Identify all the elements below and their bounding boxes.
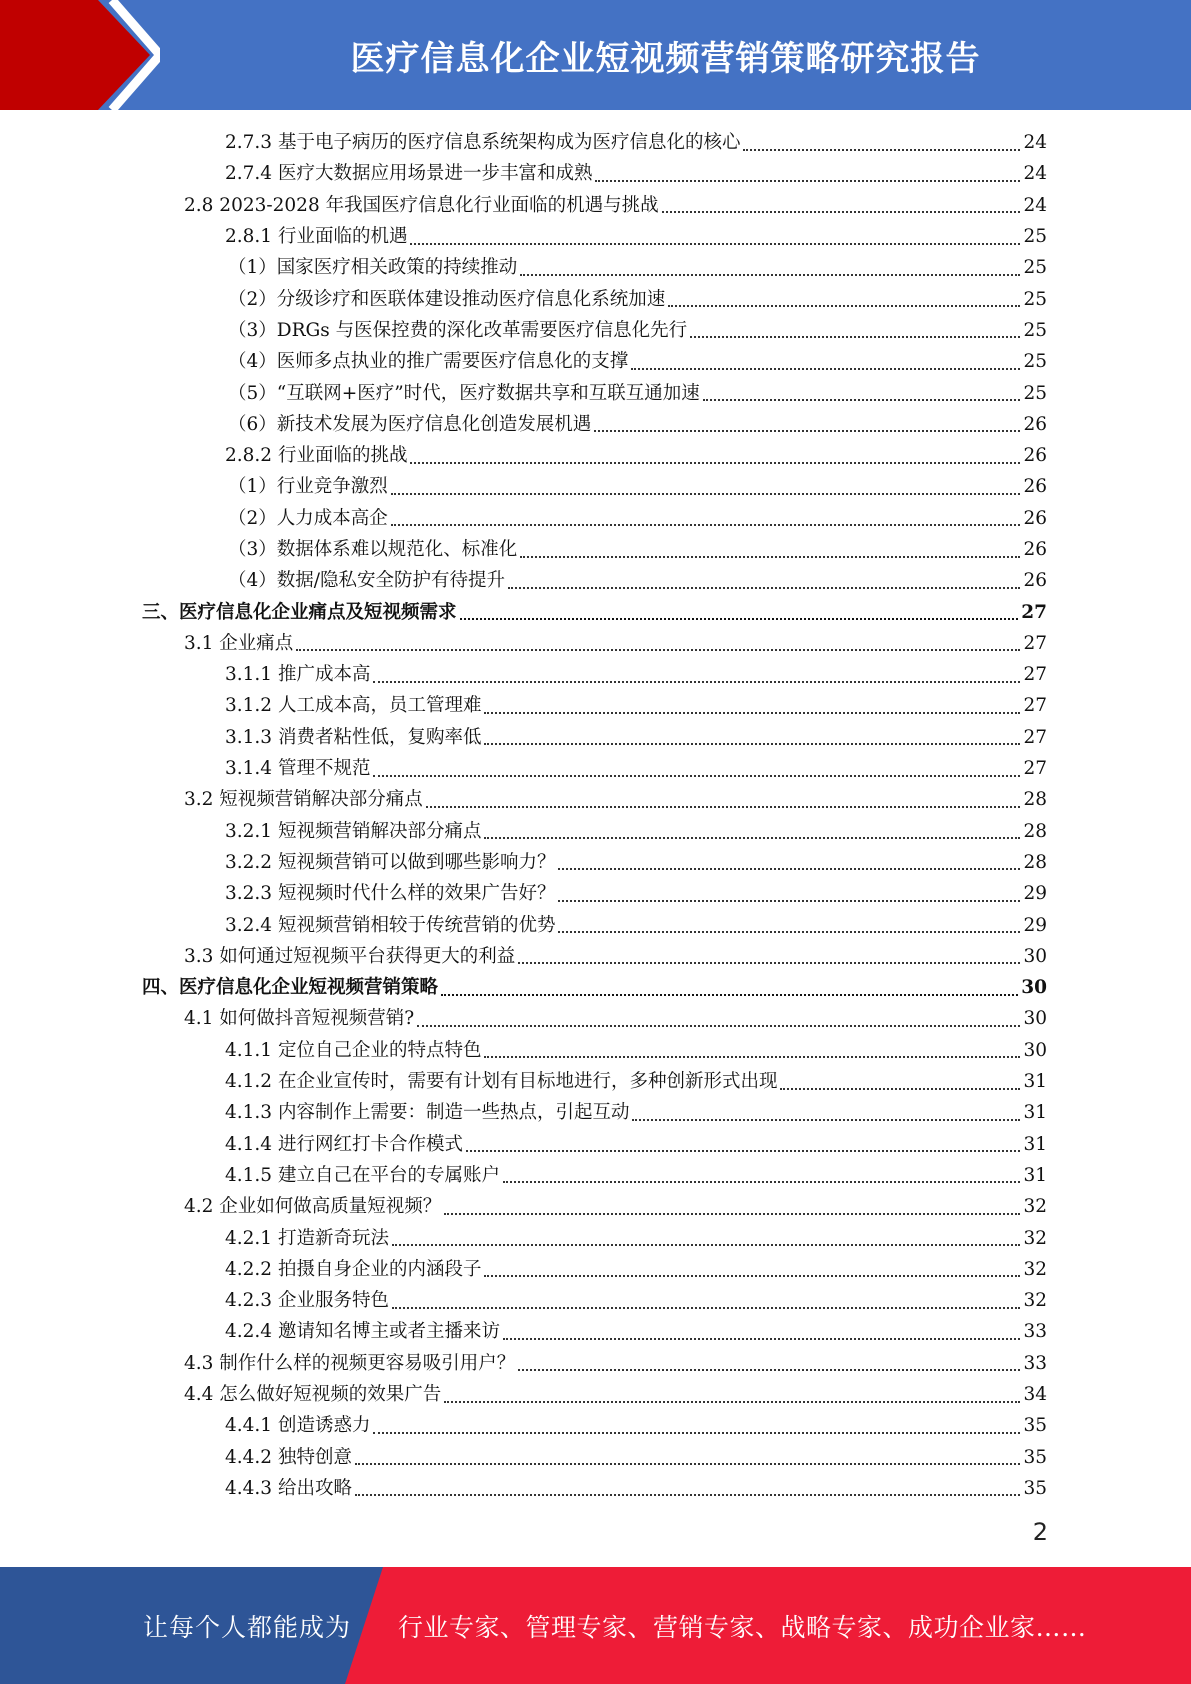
toc-entry[interactable]	[0, 221, 1191, 252]
toc-entry-label: 2.7.4 医疗大数据应用场景进一步丰富和成熟	[225, 163, 593, 185]
toc-entry-label: 3.1.1 推广成本高	[225, 664, 371, 686]
toc-entry[interactable]	[0, 1160, 1191, 1191]
toc-entry[interactable]	[0, 784, 1191, 815]
toc-entry[interactable]	[0, 346, 1191, 377]
toc-entry[interactable]	[0, 1222, 1191, 1253]
toc-dot-leader	[391, 493, 1021, 495]
toc-entry-label: （4）医师多点执业的推广需要医疗信息化的支撑	[228, 351, 629, 373]
toc-entry-page: 25	[1023, 351, 1047, 373]
toc-dot-leader	[703, 399, 1021, 401]
report-title: 医疗信息化企业短视频营销策略研究报告	[350, 38, 981, 79]
toc-dot-leader	[520, 274, 1020, 276]
toc-dot-leader	[460, 618, 1019, 620]
toc-entry-page: 32	[1023, 1196, 1047, 1218]
toc-entry[interactable]	[0, 1473, 1191, 1504]
toc-entry-page: 30	[1021, 977, 1047, 999]
toc-entry-label: 3.1.4 管理不规范	[225, 758, 371, 780]
toc-entry[interactable]	[0, 409, 1191, 440]
toc-dot-leader	[373, 681, 1020, 683]
toc-dot-leader	[520, 556, 1020, 558]
toc-dot-leader	[595, 180, 1020, 182]
toc-entry-page: 26	[1023, 507, 1047, 529]
page-number: 2	[1032, 1518, 1048, 1546]
toc-entry-page: 26	[1023, 539, 1047, 560]
table-of-contents	[0, 127, 1191, 1504]
toc-entry[interactable]	[0, 1348, 1191, 1379]
toc-entry-page: 25	[1023, 382, 1047, 404]
toc-entry-label: 2.8 2023-2028 年我国医疗信息化行业面临的机遇与挑战	[184, 194, 659, 216]
toc-entry-page: 31	[1023, 1071, 1047, 1093]
toc-entry[interactable]	[0, 659, 1191, 690]
toc-entry-page: 24	[1023, 132, 1047, 154]
toc-entry-label: 2.8.1 行业面临的机遇	[225, 226, 408, 248]
toc-entry-page: 30	[1023, 945, 1047, 967]
toc-entry-page: 34	[1023, 1384, 1047, 1406]
toc-entry[interactable]	[0, 503, 1191, 534]
toc-entry-label: 4.2.3 企业服务特色	[225, 1290, 389, 1312]
toc-dot-leader	[503, 1181, 1020, 1183]
toc-entry-page: 31	[1023, 1164, 1047, 1186]
toc-dot-leader	[508, 587, 1020, 589]
page-footer	[0, 1567, 1191, 1684]
toc-entry-label: 4.1.2 在企业宣传时，需要有计划有目标地进行，多种创新形式出现	[225, 1071, 778, 1093]
toc-entry-page: 35	[1023, 1446, 1047, 1468]
toc-entry-page: 26	[1023, 570, 1047, 592]
toc-entry-label: 2.8.2 行业面临的挑战	[225, 445, 408, 467]
toc-entry-page: 27	[1023, 758, 1047, 780]
toc-entry[interactable]	[0, 1379, 1191, 1410]
toc-entry-label: （2）分级诊疗和医联体建设推动医疗信息化系统加速	[228, 288, 666, 310]
toc-entry[interactable]	[0, 534, 1191, 565]
toc-entry-page: 27	[1023, 632, 1047, 654]
toc-dot-leader	[373, 775, 1020, 777]
toc-entry-label: （6）新技术发展为医疗信息化创造发展机遇	[228, 413, 592, 435]
toc-entry-page: 33	[1023, 1321, 1047, 1343]
toc-entry-label: 4.2.4 邀请知名博主或者主播来访	[225, 1321, 500, 1343]
toc-entry[interactable]	[0, 909, 1191, 940]
toc-entry-label: 4.3 制作什么样的视频更容易吸引用户？	[184, 1352, 516, 1374]
toc-entry-page: 29	[1023, 914, 1047, 936]
toc-entry[interactable]	[0, 1316, 1191, 1347]
toc-entry-label: 4.4.1 创造诱惑力	[225, 1415, 371, 1437]
toc-entry-label: 3.1.3 消费者粘性低，复购率低	[225, 726, 482, 748]
toc-entry-page: 24	[1023, 163, 1047, 185]
toc-entry[interactable]	[0, 1097, 1191, 1128]
toc-dot-leader	[668, 305, 1020, 307]
toc-entry[interactable]	[0, 1441, 1191, 1472]
toc-dot-leader	[391, 524, 1021, 526]
toc-entry-label: 3.1.2 人工成本高，员工管理难	[225, 695, 482, 717]
toc-entry[interactable]	[0, 628, 1191, 659]
toc-dot-leader	[466, 1150, 1020, 1152]
toc-entry-page: 27	[1023, 695, 1047, 717]
toc-entry-page: 33	[1023, 1352, 1047, 1374]
toc-dot-leader	[426, 806, 1021, 808]
toc-entry[interactable]	[0, 878, 1191, 909]
toc-dot-leader	[441, 994, 1018, 996]
toc-entry[interactable]	[0, 471, 1191, 502]
toc-dot-leader	[690, 336, 1020, 338]
toc-entry-label: 4.1.1 定位自己企业的特点特色	[225, 1039, 482, 1061]
toc-entry-label: （1）行业竞争激烈	[228, 476, 388, 498]
toc-entry[interactable]	[0, 1285, 1191, 1316]
toc-entry-label: （2）人力成本高企	[228, 507, 388, 529]
toc-entry-label: 3.1 企业痛点	[184, 632, 294, 654]
toc-dot-leader	[484, 1056, 1020, 1058]
toc-entry-page: 27	[1021, 601, 1047, 623]
toc-entry[interactable]	[0, 816, 1191, 847]
toc-dot-leader	[558, 931, 1020, 933]
toc-entry[interactable]	[0, 252, 1191, 283]
toc-dot-leader	[518, 1369, 1020, 1371]
toc-dot-leader	[444, 1213, 1020, 1215]
toc-dot-leader	[410, 462, 1020, 464]
toc-entry-page: 25	[1023, 319, 1047, 341]
toc-dot-leader	[444, 1401, 1020, 1403]
page-header	[0, 0, 1191, 110]
toc-dot-leader	[355, 1463, 1021, 1465]
toc-entry-label: 3.2 短视频营销解决部分痛点	[184, 789, 423, 811]
header-chevron-decoration	[0, 0, 160, 110]
toc-entry-label: 4.2.1 打造新奇玩法	[225, 1227, 389, 1249]
toc-dot-leader	[392, 1307, 1020, 1309]
toc-entry[interactable]	[0, 941, 1191, 972]
toc-entry-page: 32	[1023, 1290, 1047, 1312]
toc-entry-page: 32	[1023, 1227, 1047, 1249]
toc-entry-label: 4.1.3 内容制作上需要：制造一些热点，引起互动	[225, 1102, 630, 1124]
toc-entry-page: 29	[1023, 883, 1047, 905]
toc-dot-leader	[662, 211, 1021, 213]
toc-entry-label: 4.1.4 进行网红打卡合作模式	[225, 1133, 463, 1155]
toc-entry-page: 26	[1023, 413, 1047, 435]
toc-entry-label: （3）DRGs 与医保控费的深化改革需要医疗信息化先行	[228, 319, 688, 341]
toc-entry[interactable]	[0, 596, 1191, 627]
toc-entry-page: 25	[1023, 288, 1047, 310]
toc-dot-leader	[373, 1432, 1020, 1434]
toc-entry-page: 28	[1023, 789, 1047, 811]
toc-entry[interactable]	[0, 1410, 1191, 1441]
toc-entry[interactable]	[0, 1003, 1191, 1034]
toc-dot-leader	[518, 962, 1020, 964]
toc-dot-leader	[355, 1494, 1021, 1496]
toc-entry[interactable]	[0, 1254, 1191, 1285]
toc-entry[interactable]	[0, 283, 1191, 314]
toc-entry-page: 31	[1023, 1133, 1047, 1155]
footer-slogan-right: 行业专家、管理专家、营销专家、战略专家、成功企业家……	[398, 1612, 1087, 1642]
toc-entry-label: 3.2.2 短视频营销可以做到哪些影响力？	[225, 851, 556, 873]
toc-entry-label: （4）数据/隐私安全防护有待提升	[228, 570, 506, 592]
toc-dot-leader	[484, 743, 1020, 745]
toc-entry-page: 27	[1023, 726, 1047, 748]
toc-entry-label: 4.2 企业如何做高质量短视频？	[184, 1196, 442, 1218]
toc-entry-label: 四、医疗信息化企业短视频营销策略	[142, 977, 439, 999]
toc-entry-page: 27	[1023, 664, 1047, 686]
toc-entry[interactable]	[0, 190, 1191, 221]
toc-dot-leader	[594, 430, 1020, 432]
toc-entry[interactable]	[0, 158, 1191, 189]
toc-entry[interactable]	[0, 315, 1191, 346]
toc-entry[interactable]	[0, 377, 1191, 408]
toc-entry-page: 31	[1023, 1102, 1047, 1124]
toc-dot-leader	[743, 149, 1020, 151]
toc-dot-leader	[503, 1338, 1020, 1340]
toc-entry-label: 3.2.3 短视频时代什么样的效果广告好？	[225, 883, 556, 905]
toc-dot-leader	[558, 868, 1020, 870]
toc-entry-page: 30	[1023, 1008, 1047, 1030]
toc-entry-label: 2.7.3 基于电子病历的医疗信息系统架构成为医疗信息化的核心	[225, 132, 741, 154]
toc-entry-page: 32	[1023, 1258, 1047, 1280]
toc-entry-label: （5）“互联网+医疗”时代，医疗数据共享和互联互通加速	[228, 382, 700, 404]
toc-entry[interactable]	[0, 1129, 1191, 1160]
toc-entry[interactable]	[0, 440, 1191, 471]
toc-entry-label: 4.1.5 建立自己在平台的专属账户	[225, 1164, 500, 1186]
toc-entry-label: 3.3 如何通过短视频平台获得更大的利益	[184, 945, 516, 967]
toc-entry[interactable]	[0, 1066, 1191, 1097]
toc-dot-leader	[632, 1119, 1020, 1121]
toc-entry[interactable]	[0, 690, 1191, 721]
toc-entry-label: 4.4 怎么做好短视频的效果广告	[184, 1384, 442, 1406]
toc-entry[interactable]	[0, 972, 1191, 1003]
toc-entry-page: 26	[1023, 476, 1047, 498]
toc-dot-leader	[417, 1025, 1020, 1027]
toc-entry-page: 25	[1023, 257, 1047, 279]
toc-entry[interactable]	[0, 1191, 1191, 1222]
toc-dot-leader	[780, 1088, 1020, 1090]
toc-dot-leader	[484, 1275, 1020, 1277]
toc-entry[interactable]	[0, 1035, 1191, 1066]
toc-entry-page: 26	[1023, 445, 1047, 467]
toc-entry-page: 25	[1023, 226, 1047, 248]
toc-dot-leader	[392, 1244, 1020, 1246]
toc-dot-leader	[558, 900, 1020, 902]
toc-entry-label: 4.2.2 拍摄自身企业的内涵段子	[225, 1258, 482, 1280]
toc-entry-label: 4.4.3 给出攻略	[225, 1477, 352, 1499]
toc-entry[interactable]	[0, 722, 1191, 753]
toc-entry[interactable]	[0, 127, 1191, 158]
toc-entry[interactable]	[0, 847, 1191, 878]
footer-slogan-left: 让每个人都能成为	[143, 1612, 352, 1642]
toc-entry-page: 28	[1023, 820, 1047, 842]
toc-entry-page: 28	[1023, 851, 1047, 873]
toc-entry-page: 30	[1023, 1039, 1047, 1061]
toc-entry-label: （1）国家医疗相关政策的持续推动	[228, 257, 518, 279]
toc-entry-label: （3）数据体系难以规范化、标准化	[228, 539, 518, 560]
toc-entry-label: 3.2.4 短视频营销相较于传统营销的优势	[225, 914, 556, 936]
toc-dot-leader	[484, 712, 1020, 714]
toc-entry-page: 35	[1023, 1477, 1047, 1499]
toc-entry-label: 4.1 如何做抖音短视频营销?	[184, 1008, 415, 1030]
toc-dot-leader	[296, 649, 1020, 651]
toc-entry-label: 4.4.2 独特创意	[225, 1446, 352, 1468]
toc-entry-label: 三、医疗信息化企业痛点及短视频需求	[142, 601, 457, 623]
toc-entry-label: 3.2.1 短视频营销解决部分痛点	[225, 820, 482, 842]
toc-dot-leader	[484, 837, 1020, 839]
toc-entry-page: 24	[1023, 194, 1047, 216]
toc-entry[interactable]	[0, 753, 1191, 784]
toc-dot-leader	[631, 368, 1020, 370]
toc-dot-leader	[410, 243, 1020, 245]
toc-entry[interactable]	[0, 565, 1191, 596]
toc-entry-page: 35	[1023, 1415, 1047, 1437]
